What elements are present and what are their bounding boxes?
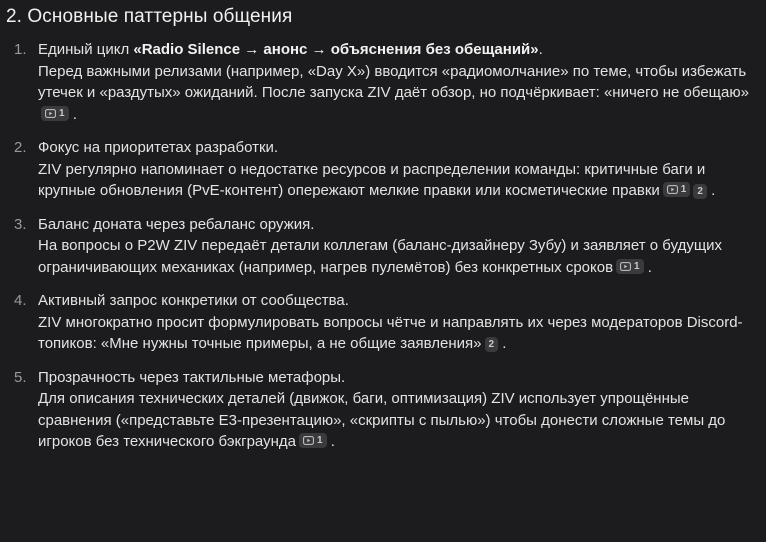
list-item xyxy=(6,367,758,453)
citation-number: 2 xyxy=(697,186,703,197)
video-citation-chip[interactable] xyxy=(41,106,69,121)
video-icon xyxy=(620,262,631,271)
body-tail: . xyxy=(72,105,77,123)
section-title: 2. Основные паттерны общения xyxy=(6,6,293,27)
list-item xyxy=(6,137,758,202)
patterns-list xyxy=(6,39,758,453)
headline-prefix: Единый цикл xyxy=(38,41,134,58)
source-citation-chip[interactable] xyxy=(485,337,499,352)
video-icon xyxy=(303,436,314,445)
citation-number: 1 xyxy=(680,184,687,195)
list-item-number: 5. xyxy=(14,368,27,386)
source-citation-chip[interactable] xyxy=(693,184,707,199)
body-tail: . xyxy=(647,258,652,276)
video-icon xyxy=(667,185,678,194)
body-text: Для описания технических деталей (движок, баги, оптимизация) ZIV использует упрощённые сравнения («представьте E3-презентацию», «скрипты с пылью») чтобы донести сложные темы до игроков без технического бэкграунда xyxy=(38,390,726,450)
list-item-headline xyxy=(38,39,758,61)
list-item-headline: Баланс доната через ребаланс оружия. xyxy=(38,215,315,233)
list-item-body xyxy=(38,312,758,355)
list-item-number: 4. xyxy=(14,292,27,309)
body-tail: . xyxy=(330,433,335,450)
list-item-body xyxy=(38,61,758,126)
citation-number: 2 xyxy=(488,339,495,350)
list-item xyxy=(6,39,758,125)
list-item-number: 3. xyxy=(14,215,27,233)
list-item-headline: Прозрачность через тактильные метафоры. xyxy=(38,368,346,386)
headline-bold: «Radio Silence → анонс → объяснения без обещаний» xyxy=(133,41,539,58)
body-text: На вопросы о P2W ZIV передаёт детали коллегам (баланс-дизайнеру Зубу) и заявляет о будущих ограничивающих механиках (например, нагрев пулемётов) без конкретных сроков xyxy=(38,237,723,276)
body-text: ZIV многократно просит формулировать вопросы чётче и направлять их через модераторов Discord-топиков: «Мне нужны точные примеры, а не общие заявления» xyxy=(38,313,743,352)
list-item-body xyxy=(38,235,758,278)
body-text: Перед важными релизами (например, «Day X») вводится «радиомолчание» по теме, чтобы избежать утечек и «раздутых» ожиданий. После запуска ZIV даёт обзор, но подчёркивает: «ничего не обещаю» xyxy=(38,62,749,101)
video-citation-chip[interactable] xyxy=(663,182,691,197)
citation-number: 1 xyxy=(317,435,323,446)
list-item xyxy=(6,290,758,355)
body-tail: . xyxy=(711,182,716,199)
video-icon xyxy=(45,109,56,118)
list-item-body xyxy=(38,388,758,453)
video-citation-chip[interactable] xyxy=(616,259,644,274)
citation-number: 1 xyxy=(59,107,65,119)
list-item xyxy=(6,214,758,279)
list-item-number: 1. xyxy=(14,41,27,58)
body-tail: . xyxy=(502,335,507,352)
list-item-body xyxy=(38,159,758,202)
list-item-headline: Активный запрос конкретики от сообщества. xyxy=(38,292,349,309)
video-citation-chip[interactable] xyxy=(299,433,327,448)
citation-number: 1 xyxy=(634,260,640,272)
list-item-headline: Фокус на приоритетах разработки. xyxy=(38,139,279,156)
headline-suffix: . xyxy=(538,41,543,58)
list-item-number: 2. xyxy=(14,139,27,156)
body-text: ZIV регулярно напоминает о недостатке ресурсов и распределении команды: критичные баги и крупные обновления (PvE-контент) опережают мелкие правки или косметические правки xyxy=(38,160,706,199)
